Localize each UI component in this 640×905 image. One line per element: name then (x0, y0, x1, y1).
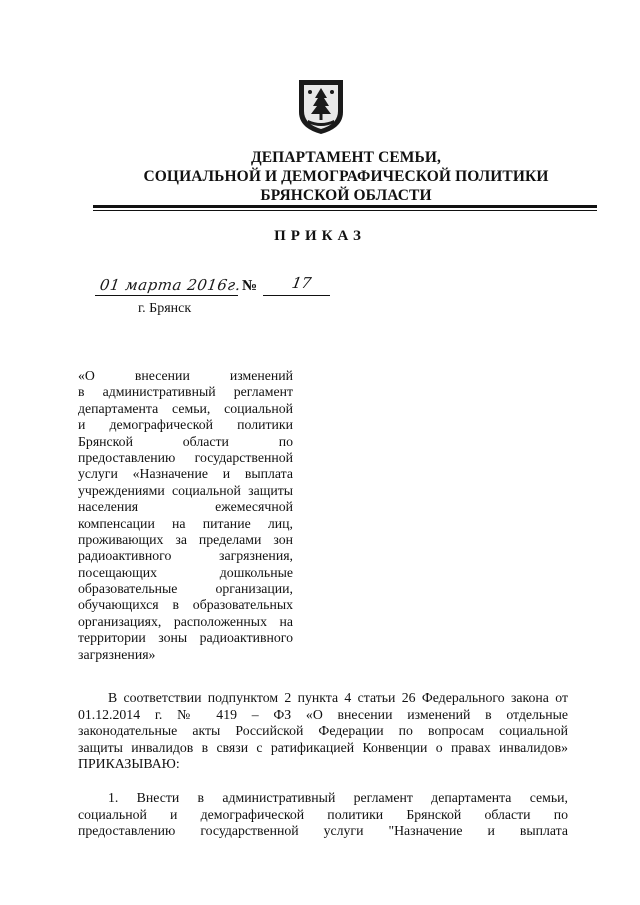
number-underline (263, 295, 330, 296)
subject-line: и демографической политики (78, 417, 293, 433)
document-title: ПРИКАЗ (274, 228, 366, 244)
paragraph-line: защиты инвалидов в связи с ратификацией Конвенции о правах инвалидов» (78, 739, 568, 755)
subject-line: территории зоны радиоактивного (78, 630, 293, 646)
paragraph-line: социальной и демографической политики Брянской области по (78, 806, 568, 822)
subject-line: организациях, расположенных на (78, 613, 293, 629)
department-line-3: БРЯНСКОЙ ОБЛАСТИ (260, 187, 432, 204)
department-name (96, 148, 596, 205)
subject-line: Брянской области по (78, 433, 293, 449)
paragraph-line: 01.12.2014 г. № 419 – ФЗ «О внесении изменений в отдельные (78, 706, 568, 722)
department-line-1: ДЕПАРТАМЕНТ СЕМЬИ, (250, 149, 442, 166)
subject-line: обучающихся в образовательных (78, 597, 293, 613)
subject-line: населения ежемесячной (78, 499, 293, 515)
header-rule-thick (93, 205, 597, 208)
order-number-handwritten: 17 (290, 274, 313, 292)
subject-line: в административный регламент (78, 384, 293, 400)
order-number-label: № (242, 278, 258, 294)
order-item-1-paragraph (78, 790, 568, 840)
subject-line: посещающих дошкольные (78, 564, 293, 580)
paragraph-line: 1. Внести в административный регламент департамента семьи, (108, 790, 568, 805)
subject-line: радиоактивного загрязнения, (78, 548, 293, 564)
subject-line: загрязнения» (78, 646, 156, 662)
date-underline (95, 295, 238, 296)
preamble-paragraph (78, 690, 568, 773)
subject-line: компенсации на питание лиц, (78, 515, 293, 531)
paragraph-line: законодательные акты Российской Федерации по вопросам социальной (78, 723, 568, 739)
coat-of-arms-emblem (295, 76, 347, 136)
subject-line: услуги «Назначение и выплата (78, 466, 293, 482)
subject-line: департамента семьи, социальной (78, 400, 293, 416)
subject-line: проживающих за пределами зон (78, 531, 293, 547)
department-line-2: СОЦИАЛЬНОЙ И ДЕМОГРАФИЧЕСКОЙ ПОЛИТИКИ (143, 168, 549, 185)
header-rule-thin (93, 210, 597, 211)
order-date-handwritten: 01 марта 2016г. (98, 276, 243, 294)
subject-line: образовательные организации, (78, 581, 293, 597)
subject-line: учреждениями социальной защиты (78, 482, 293, 498)
order-city: г. Брянск (138, 301, 192, 316)
paragraph-line: В соответствии подпунктом 2 пункта 4 статьи 26 Федерального закона от (108, 690, 568, 705)
subject-line: предоставлению государственной (78, 449, 293, 465)
paragraph-line: предоставлению государственной услуги "Назначение и выплата (78, 823, 568, 839)
paragraph-line-order-word: ПРИКАЗЫВАЮ: (78, 756, 180, 772)
order-subject (78, 368, 293, 663)
subject-line: «О внесении изменений (78, 368, 293, 383)
